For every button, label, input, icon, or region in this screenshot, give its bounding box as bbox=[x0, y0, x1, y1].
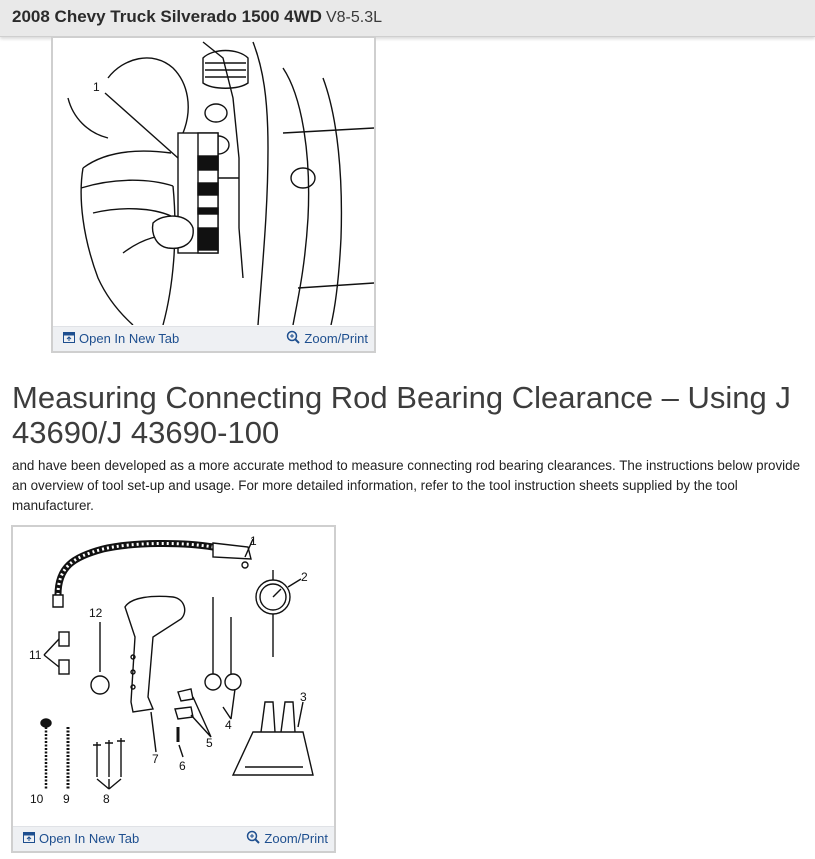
open-in-new-tab-label: Open In New Tab bbox=[79, 331, 180, 346]
zoom-print-button[interactable] bbox=[246, 830, 328, 847]
tool-kit-illustration bbox=[13, 527, 334, 825]
plastigage-illustration bbox=[53, 38, 374, 325]
callout-1: 1 bbox=[250, 534, 257, 548]
vehicle-title bbox=[12, 7, 382, 27]
section-paragraph: and have been developed as a more accurate method to measure connecting rod bearing clearances. The instructions below provide an overview of tool set-up and usage. For more detailed information, refer to the tool instruction sheets supplied by the tool manufacturer. bbox=[12, 458, 801, 513]
figure-tool-kit bbox=[11, 525, 336, 853]
open-in-new-tab-icon bbox=[23, 831, 35, 846]
figure-toolbar bbox=[53, 326, 374, 351]
callout-2: 2 bbox=[301, 570, 308, 584]
figure-toolbar bbox=[13, 826, 334, 851]
callout-5: 5 bbox=[206, 736, 213, 750]
figure-plastigage bbox=[51, 36, 376, 353]
callout-12: 12 bbox=[89, 606, 103, 620]
callout-6: 6 bbox=[179, 759, 186, 773]
callout-11: 11 bbox=[29, 648, 42, 662]
zoom-print-button[interactable] bbox=[286, 330, 368, 347]
callout-3: 3 bbox=[300, 690, 307, 704]
callout-8: 8 bbox=[103, 792, 110, 806]
open-in-new-tab-icon bbox=[63, 331, 75, 346]
open-in-new-tab-button[interactable] bbox=[23, 831, 139, 846]
vehicle-name: 2008 Chevy Truck Silverado 1500 4WD bbox=[12, 7, 322, 26]
callout-4: 4 bbox=[225, 718, 232, 732]
callout-7: 7 bbox=[152, 752, 159, 766]
section-heading: Measuring Connecting Rod Bearing Clearance – Using J 43690/J 43690-100 bbox=[12, 380, 791, 450]
page-header bbox=[0, 0, 815, 37]
callout-10: 10 bbox=[30, 792, 44, 806]
zoom-print-label: Zoom/Print bbox=[304, 331, 368, 346]
callout-9: 9 bbox=[63, 792, 70, 806]
engine-label: V8-5.3L bbox=[325, 9, 382, 26]
zoom-print-label: Zoom/Print bbox=[264, 831, 328, 846]
zoom-icon bbox=[246, 830, 260, 847]
open-in-new-tab-label: Open In New Tab bbox=[39, 831, 140, 846]
zoom-icon bbox=[286, 330, 300, 347]
callout-1: 1 bbox=[93, 80, 100, 94]
open-in-new-tab-button[interactable] bbox=[63, 331, 179, 346]
